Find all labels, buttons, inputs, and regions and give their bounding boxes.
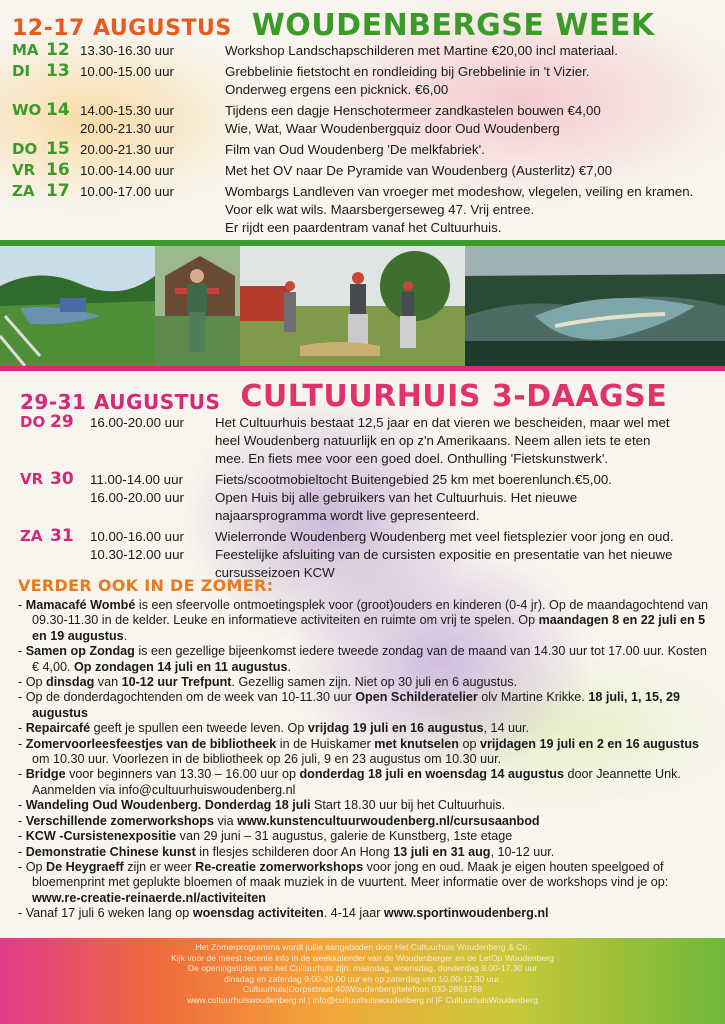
week-date: 12-17 AUGUSTUS — [12, 16, 232, 41]
event-description: Het Cultuurhuis bestaat 12,5 jaar en dat vieren we bescheiden, maar wel met — [215, 415, 670, 430]
text: voor beginners van 13.30 – 16.00 uur op — [65, 767, 300, 782]
event-description: Er rijdt een paardentram vanaf het Cultuurhuis. — [225, 220, 502, 235]
bold-text: 18 juli, 1, 15, 29 augustus — [32, 690, 681, 720]
bold-text: De Heygraeff — [46, 859, 124, 874]
event-time: 20.00-21.30 uur — [80, 142, 174, 157]
event-time: 16.00-20.00 uur — [90, 415, 184, 430]
text: voor jong en oud. Maak je eigen houten speelgoed of bloemenprint met geplukte bloemen of maak muziek in de vuurtent. Meer informatie over de workshops vind je op: — [32, 859, 669, 890]
event-time: 11.00-14.00 uur — [90, 472, 183, 487]
text: Op — [25, 859, 47, 874]
daagse-header — [20, 376, 713, 414]
event-row — [12, 102, 713, 119]
text: olv Martine Krikke. — [477, 690, 589, 705]
event-description: Met het OV naar De Pyramide van Woudenberg (Austerlitz) €7,00 — [225, 163, 613, 178]
event-date-number: 17 — [46, 181, 70, 201]
event-date-number: 30 — [50, 469, 74, 489]
river-photo — [0, 246, 155, 366]
pink-divider — [0, 366, 725, 371]
cultuurhuis-3-daagse-section — [0, 376, 725, 581]
text: , 10-12 uur. — [490, 844, 555, 859]
bold-text: woensdag activiteiten — [192, 906, 324, 921]
bold-text: www.re-creatie-reinaerde.nl/activiteiten — [32, 890, 267, 905]
text: Op de donderdagochtenden om de week van 10-11.30 uur — [25, 690, 356, 705]
event-row — [12, 141, 713, 158]
footer-line: www.cultuurhuiswoudenberg.nl | info@cultuurhuiswoudenberg.nl |F CultuurhuisWoudenberg — [187, 994, 538, 1005]
text: is een sfeervolle ontmoetingsplek voor (groot)ouders en kinderen (0-4 jr). Op de maandagochtend van 09.30-11.30 in de kelder. Leuke en informatieve activiteiten en ruimte om vrij te spelen. Op — [32, 598, 708, 628]
event-day: WO — [12, 101, 42, 119]
event-row — [12, 81, 713, 98]
bold-text: donderdag 18 juli en woensdag 14 augustus — [299, 767, 564, 782]
event-day: VR — [12, 161, 36, 179]
daagse-events — [20, 414, 713, 581]
text: zijn er weer — [123, 859, 196, 874]
bold-text: Repaircafé — [25, 721, 91, 736]
bold-text: met knutselen — [374, 736, 459, 751]
summer-extra-item — [18, 675, 709, 690]
event-description: cursusseizoen KCW — [215, 565, 335, 580]
event-row — [20, 471, 713, 488]
event-description: Grebbelinie fietstocht en rondleiding bij Grebbelinie in 't Vizier. — [225, 64, 590, 79]
event-day: DO — [20, 413, 46, 431]
event-row — [12, 63, 713, 80]
text: in de Huiskamer — [276, 736, 375, 751]
event-row — [20, 507, 713, 524]
week-events — [12, 42, 713, 236]
aerial-lake-photo — [465, 246, 725, 366]
event-row — [12, 183, 713, 200]
footer-line: De openingstijden van het Cultuurhuis zijn: maandag, woensdag, donderdag 9.00-17.30 uur — [187, 963, 538, 974]
text: om 10.30 uur. Voorlezen in de bibliotheek op 26 juli, 9 en 23 augustus om 10.30 uur. — [32, 752, 502, 767]
bold-text: Samen op Zondag — [25, 644, 135, 659]
event-description: Wombargs Landleven van vroeger met modeshow, vlegelen, veiling en kramen. — [225, 184, 694, 199]
bullet-dash: - — [18, 598, 26, 612]
text: via — [213, 813, 238, 828]
bullet-dash: - — [18, 859, 26, 874]
text: Start 18.30 uur bij het Cultuurhuis. — [310, 798, 506, 813]
bold-text: vrijdagen 19 juli en 2 en 16 augustus — [479, 736, 700, 751]
summer-extra-item — [18, 721, 709, 736]
event-row — [20, 489, 713, 506]
footer-line: Het Zomerprogramma wordt jullie aangeboden door Het Cultuurhuis Woudenberg & Co. — [195, 942, 530, 952]
event-description: Workshop Landschapschilderen met Martine €20,00 incl materiaal. — [225, 43, 618, 58]
footer-line: dinsdag en zaterdag 9.00-20.00 uur en op zaterdag van 10.00-12.30 uur. — [223, 973, 502, 984]
bullet-dash: - — [18, 690, 26, 705]
event-date-number: 14 — [46, 100, 70, 120]
bold-text: Zomervoorleesfeestjes van de bibliotheek — [25, 736, 277, 751]
event-row — [20, 528, 713, 545]
event-date-number: 16 — [46, 160, 70, 180]
summer-extra-item — [18, 644, 709, 675]
event-description: mee. En fiets mee voor een goed doel. Onthulling 'Fietskunstwerk'. — [215, 451, 609, 466]
event-day: ZA — [20, 527, 43, 545]
event-date-number: 29 — [50, 412, 74, 432]
event-row — [20, 432, 713, 449]
text: is een gezellige bijeenkomst iedere tweede zondag van de maand van 14.30 uur tot 17.00 uur. Kosten € 4,00. — [32, 644, 707, 674]
bold-text: 13 juli en 31 aug — [393, 844, 491, 859]
event-description: heel Woudenberg natuurlijk en op z'n Amerikaans. Neem allen iets te eten — [215, 433, 651, 448]
summer-extra-item — [18, 860, 709, 906]
footer — [0, 938, 725, 1024]
photo-strip — [0, 246, 725, 366]
bullet-dash: - — [18, 644, 26, 659]
event-row — [20, 450, 713, 467]
event-description: Onderweg ergens een picknick. €6,00 — [225, 82, 449, 97]
event-time: 20.00-21.30 uur — [80, 121, 174, 136]
event-time: 16.00-20.00 uur — [90, 490, 184, 505]
bold-text: Op zondagen 14 juli en 11 augustus — [74, 659, 288, 674]
woudenbergse-week-section — [0, 0, 725, 240]
event-description: najaarsprogramma wordt live gepresenteerd. — [215, 508, 480, 523]
event-time: 10.30-12.00 uur — [90, 547, 184, 562]
bold-text: Bridge — [25, 767, 66, 782]
event-description: Open Huis bij alle gebruikers van het Cultuurhuis. Het nieuwe — [215, 490, 578, 505]
event-description: Fiets/scootmobieltocht Buitengebied 25 km met boerenlunch.€5,00. — [215, 472, 612, 487]
text: . — [123, 628, 128, 643]
text: Op — [25, 675, 47, 690]
daagse-title: CULTUURHUIS 3-DAAGSE — [240, 379, 668, 414]
daagse-date: 29-31 AUGUSTUS — [20, 390, 221, 414]
text: , 14 uur. — [483, 721, 530, 736]
bold-text: dinsdag — [46, 675, 95, 690]
summer-extra-item — [18, 798, 709, 813]
event-row — [12, 120, 713, 137]
summer-extra-section — [0, 576, 725, 922]
bold-text: Re-creatie zomerworkshops — [195, 859, 364, 874]
event-description: Wie, Wat, Waar Woudenbergquiz door Oud Woudenberg — [225, 121, 560, 136]
event-date-number: 31 — [50, 526, 74, 546]
bold-text: Mamacafé Wombé — [25, 598, 136, 612]
bold-text: 10-12 uur Trefpunt — [121, 675, 232, 690]
event-date-number: 12 — [46, 40, 70, 60]
text: . 4-14 jaar — [323, 906, 384, 921]
bold-text: Open Schilderatelier — [355, 690, 478, 705]
footer-line: Kijk voor de meest recente info in de weekkalender van de Woudenberger en de LetOp Woudenberg — [171, 952, 554, 963]
event-row — [20, 414, 713, 431]
bold-text: KCW -Cursistenexpositie — [25, 829, 177, 844]
event-description: Wielerronde Woudenberg Woudenberg met veel fietsplezier voor jong en oud. — [215, 529, 674, 544]
summer-extra-item — [18, 814, 709, 829]
footer-line: Cultuurhuis|Dorpsstraat 40|Woudenberg|telefoon 033-2863788 — [242, 984, 483, 995]
event-description: Voor elk wat wils. Maarsbergerseweg 47. Vrij entree. — [225, 202, 535, 217]
event-day: MA — [12, 41, 39, 59]
bold-text: Verschillende zomerworkshops — [25, 813, 214, 828]
summer-extra-item — [18, 598, 709, 644]
event-day: DI — [12, 62, 31, 80]
event-day: DO — [12, 140, 38, 158]
bullet-dash: - — [18, 813, 26, 828]
costume-person-photo — [155, 246, 240, 366]
text: Vanaf 17 juli 6 weken lang op — [25, 906, 193, 921]
summer-extra-item — [18, 829, 709, 844]
summer-extra-item — [18, 690, 709, 721]
bullet-dash: - — [18, 906, 26, 921]
bullet-dash: - — [18, 675, 26, 690]
event-time: 10.00-14.00 uur — [80, 163, 174, 178]
farmers-photo — [240, 246, 465, 366]
event-row — [20, 546, 713, 563]
text: geeft je spullen een tweede leven. Op — [90, 721, 308, 736]
bullet-dash: - — [18, 767, 26, 782]
event-row — [12, 219, 713, 236]
bullet-dash: - — [18, 721, 26, 736]
event-day: VR — [20, 470, 44, 488]
event-description: Tijdens een dagje Henschotermeer zandkastelen bouwen €4,00 — [225, 103, 601, 118]
event-row — [12, 162, 713, 179]
text: . Gezellig samen zijn. Niet op 30 juli en 6 augustus. — [231, 675, 518, 690]
event-row — [12, 201, 713, 218]
event-time: 10.00-15.00 uur — [80, 64, 174, 79]
bullet-dash: - — [18, 736, 26, 751]
event-date-number: 15 — [46, 139, 70, 159]
bold-text: www.sportinwoudenberg.nl — [383, 906, 549, 921]
summer-extra-item — [18, 767, 709, 798]
text: op — [458, 736, 480, 751]
bullet-dash: - — [18, 829, 26, 844]
event-description: Feestelijke afsluiting van de cursisten expositie en presentatie van het nieuwe — [215, 547, 673, 562]
summer-extra-list — [18, 598, 709, 922]
event-time: 10.00-16.00 uur — [90, 529, 184, 544]
event-date-number: 13 — [46, 61, 70, 81]
summer-extra-item — [18, 845, 709, 860]
summer-extra-item — [18, 737, 709, 768]
event-time: 10.00-17.00 uur — [80, 184, 174, 199]
text: . — [287, 659, 291, 674]
bullet-dash: - — [18, 798, 26, 813]
bold-text: Wandeling Oud Woudenberg. Donderdag 18 juli — [25, 798, 311, 813]
bold-text: maandagen 8 en 22 juli en 5 en 19 augustus — [32, 613, 706, 643]
event-time: 14.00-15.30 uur — [80, 103, 174, 118]
bold-text: vrijdag 19 juli en 16 augustus — [307, 721, 484, 736]
bold-text: Demonstratie Chinese kunst — [25, 844, 196, 859]
text: van — [94, 675, 122, 690]
bold-text: www.kunstencultuurwoudenberg.nl/cursusaanbod — [237, 813, 540, 828]
event-day: ZA — [12, 182, 35, 200]
event-row — [12, 42, 713, 59]
text: door Jeannette Unk. Aanmelden via info@cultuurhuiswoudenberg.nl — [32, 767, 681, 797]
event-time: 13.30-16.30 uur — [80, 43, 174, 58]
text: in flesjes schilderen door An Hong — [195, 844, 394, 859]
bullet-dash: - — [18, 844, 26, 859]
summer-extra-title: VERDER OOK IN DE ZOMER: — [18, 576, 274, 595]
text: van 29 juni – 31 augustus, galerie de Kunstberg, 1ste etage — [176, 829, 513, 844]
event-description: Film van Oud Woudenberg 'De melkfabriek'. — [225, 142, 485, 157]
week-header — [12, 8, 713, 42]
week-title: WOUDENBERGSE WEEK — [251, 8, 655, 43]
summer-extra-item — [18, 906, 709, 921]
